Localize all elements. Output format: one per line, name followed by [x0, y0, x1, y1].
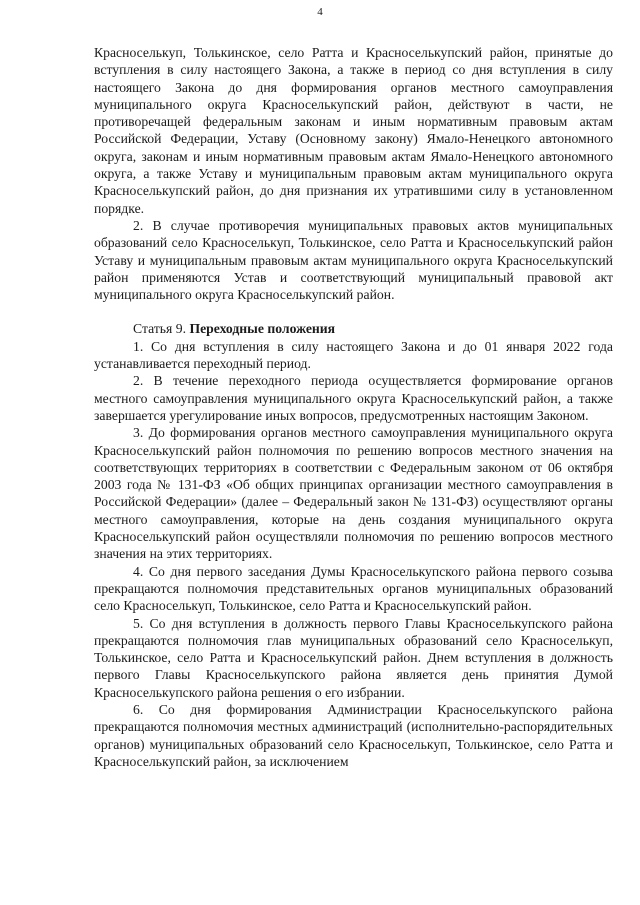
article-item-1: 1. Со дня вступления в силу настоящего Закона и до 01 января 2022 года устанавливается переходный период. — [94, 338, 613, 372]
article-heading — [94, 320, 613, 337]
article-title: Переходные положения — [189, 321, 336, 337]
page-number: 4 — [317, 6, 323, 18]
paragraph-item-2: 2. В случае противоречия муниципальных правовых актов муниципальных образований село Красноселькуп, Толькинское, село Ратта и Красноселькупский район Уставу и муниципальным правовым актам муниципального округа Красноселькупский район применяются Устав и соответствующий муниципальный правовой акт муниципального округа Красноселькупский район. — [94, 217, 613, 303]
article-item-4: 4. Со дня первого заседания Думы Красноселькупского района первого созыва прекращаются полномочия представительных органов муниципальных образований село Красноселькуп, Толькинское, село Ратта и Красноселькупский район. — [94, 563, 613, 614]
article-item-2: 2. В течение переходного периода осуществляется формирование органов местного самоуправления муниципального округа Красноселькупский район, а также завершается урегулирование иных вопросов, предусмотренных настоящим Законом. — [94, 373, 613, 423]
article-label: Статья 9. — [133, 321, 187, 337]
article-item-6: 6. Со дня формирования Администрации Красноселькупского района прекращаются полномочия местных администраций (исполнительно-распорядительных органов) муниципальных образований село Красноселькуп, Толькинское, село Ратта и Красноселькупский район, за исключением — [94, 701, 613, 769]
article-item-3: 3. До формирования органов местного самоуправления муниципального округа Красноселькупский район полномочия по решению вопросов местного значения на соответствующих территориях в соответствии с Федеральным законом от 06 октября 2003 года № 131-ФЗ «Об общих принципах организации местного самоуправления в Российской Федерации» (далее – Федеральный закон № 131-ФЗ) осуществляют органы местного самоуправления, которые на день создания муниципального округа Красноселькупский район осуществляли полномочия по решению вопросов местного значения на этих территориях. — [94, 425, 613, 562]
continued-paragraph: Красноселькуп, Толькинское, село Ратта и Красноселькупский район, принятые до вступления в силу настоящего Закона, а также в период со дня вступления в силу настоящего Закона до дня формирования органов местного самоуправления муниципального округа Красноселькупский район, действуют в части, не противоречащей федеральным законам и иным нормативным правовым актам Российской Федерации, Уставу (Основному закону) Ямало-Ненецкого автономного округа, законам и иным нормативным правовым актам Ямало-Ненецкого автономного округа, а также Уставу и муниципальным правовым актам муниципального округа Красноселькупский район, до дня признания их утратившими силу в установленном порядке. — [94, 45, 613, 216]
article-item-5: 5. Со дня вступления в должность первого Главы Красноселькупского района прекращаются полномочия глав муниципальных образований село Красноселькуп, Толькинское, село Ратта и Красноселькупский район. Днем вступления в должность первого Главы Красноселькупского района является день принятия Думой Красноселькупского района решения о его избрании. — [94, 615, 613, 700]
document-body — [94, 44, 613, 770]
